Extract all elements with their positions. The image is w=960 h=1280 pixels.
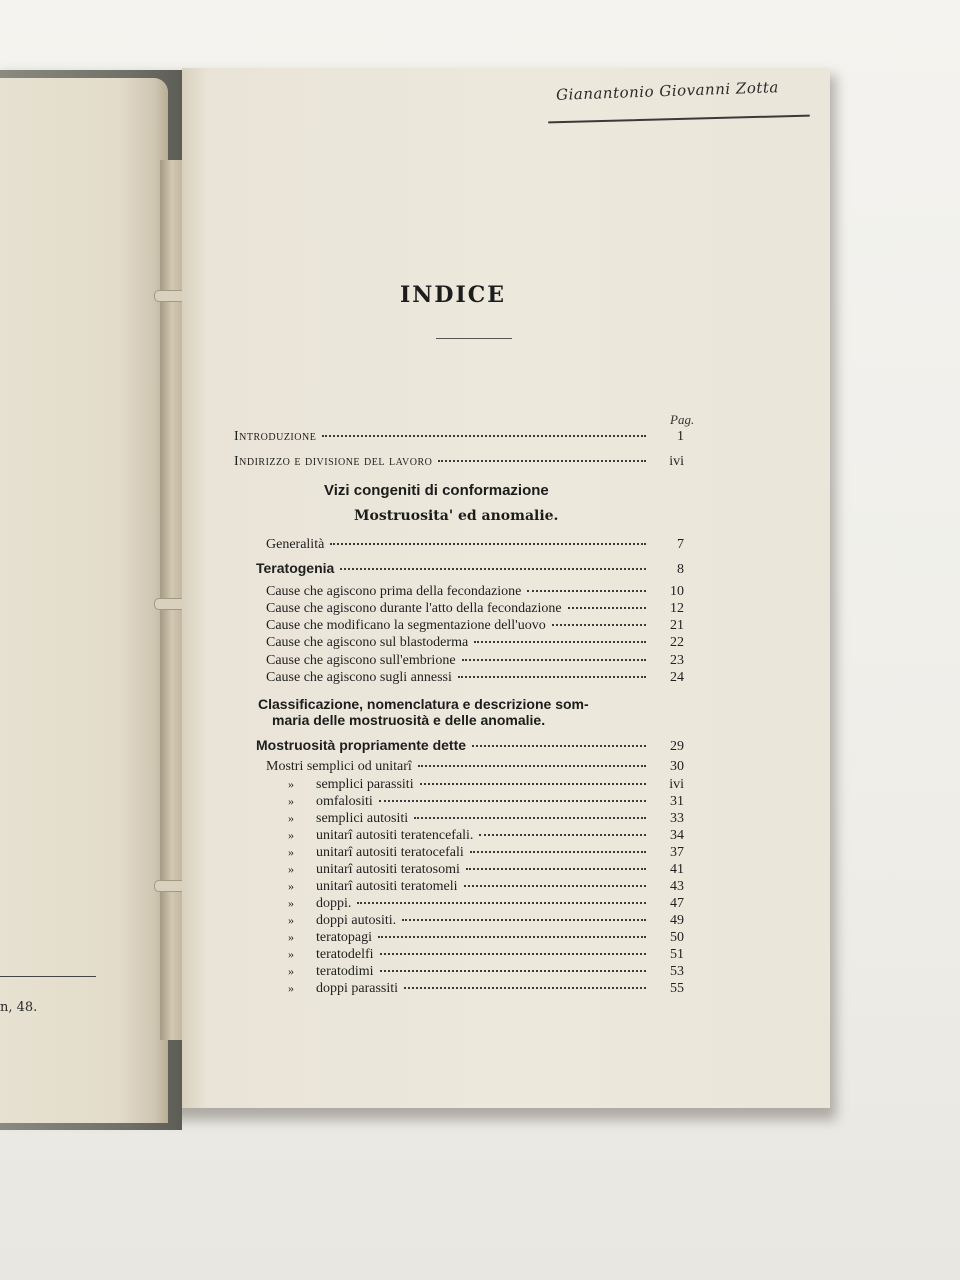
dot-leader (458, 676, 646, 678)
dot-leader (322, 435, 646, 437)
dot-leader (380, 953, 646, 955)
toc-entry (288, 895, 684, 911)
toc-entry (288, 912, 684, 928)
toc-entry-label: Cause che agiscono sull'embrione (266, 653, 456, 668)
toc-entry-label: unitarî autositi teratencefali. (316, 828, 474, 843)
left-page-note: n, 48. (0, 1000, 38, 1015)
toc-entry-label: teratopagi (316, 930, 372, 945)
toc-entry-page: 43 (670, 879, 684, 894)
toc-entry (266, 537, 684, 553)
toc-entry-label: doppi. (316, 896, 352, 911)
dot-leader (464, 885, 646, 887)
ditto-mark: » (288, 794, 294, 808)
toc-entry-page: 41 (670, 862, 684, 877)
dot-leader (414, 817, 646, 819)
toc-entry (288, 946, 684, 962)
toc-entry-page: 49 (670, 913, 684, 928)
toc-entry-label: Cause che agiscono prima della fecondazione (266, 584, 522, 599)
dot-leader (340, 568, 646, 570)
toc-entry-label: semplici parassiti (316, 777, 414, 792)
toc-entry-page: 34 (670, 828, 684, 843)
toc-entry-label: Mostruosità propriamente dette (256, 737, 467, 753)
ditto-mark: » (288, 896, 294, 910)
toc-entry-label: teratodelfi (316, 947, 374, 962)
dot-leader (378, 936, 646, 938)
toc-entry (256, 737, 684, 753)
dot-leader (552, 624, 646, 626)
dot-leader (357, 902, 646, 904)
section-heading: Classificazione, nomenclatura e descrizione som- (258, 696, 589, 712)
toc-entry-page: 30 (670, 759, 684, 774)
toc-entry-label: Indirizzo e divisione del lavoro (234, 454, 433, 469)
page-title: INDICE (400, 282, 507, 308)
toc-entry (288, 878, 684, 894)
toc-entry-page: 55 (670, 981, 684, 996)
toc-entry-page: 12 (670, 601, 684, 616)
toc-entry-page: ivi (669, 454, 684, 469)
toc-entry-label: teratodimi (316, 964, 374, 979)
toc-entry (234, 429, 684, 445)
toc-entry-page: 21 (670, 618, 684, 633)
ditto-mark: » (288, 879, 294, 893)
toc-entry-label: doppi autositi. (316, 913, 397, 928)
toc-entry (256, 560, 684, 576)
ditto-mark: » (288, 930, 294, 944)
toc-entry-label: Teratogenia (256, 560, 335, 576)
toc-entry-label: semplici autositi (316, 811, 409, 826)
toc-entry (266, 653, 684, 669)
toc-entry-label: unitarî autositi teratocefali (316, 845, 464, 860)
section-subheading: Mostruosita' ed anomalie. (354, 508, 559, 524)
toc-entry-page: 51 (670, 947, 684, 962)
ditto-mark: » (288, 964, 294, 978)
dot-leader (474, 641, 646, 643)
dot-leader (438, 460, 646, 462)
dot-leader (527, 590, 646, 592)
dot-leader (466, 868, 646, 870)
toc-entry-label: unitarî autositi teratomeli (316, 879, 458, 894)
ditto-mark: » (288, 811, 294, 825)
dot-leader (420, 783, 646, 785)
dot-leader (472, 745, 646, 747)
dot-leader (479, 834, 646, 836)
dot-leader (380, 970, 646, 972)
toc-entry-page: 31 (670, 794, 684, 809)
toc-entry (288, 980, 684, 996)
toc-entry (288, 963, 684, 979)
toc-entry-page: 8 (677, 562, 684, 577)
toc-entry (266, 635, 684, 651)
dot-leader (402, 919, 646, 921)
toc-entry-label: Introduzione (234, 429, 317, 444)
toc-entry-page: 23 (670, 653, 684, 668)
toc-entry-page: 7 (677, 537, 684, 552)
toc-entry-label: Cause che agiscono durante l'atto della fecondazione (266, 601, 562, 616)
toc-entry-label: Cause che agiscono sugli annessi (266, 670, 452, 685)
ditto-mark: » (288, 862, 294, 876)
dot-leader (462, 659, 646, 661)
ditto-mark: » (288, 828, 294, 842)
toc-entry-label: Cause che modificano la segmentazione dell'uovo (266, 618, 546, 633)
dot-leader (470, 851, 646, 853)
toc-entry (288, 810, 684, 826)
toc-entry (234, 454, 684, 470)
toc-entry (288, 929, 684, 945)
toc-entry (288, 844, 684, 860)
toc-entry-label: Generalità (266, 537, 325, 552)
dot-leader (379, 800, 646, 802)
toc-entry (266, 759, 684, 775)
toc-entry-page: 10 (670, 584, 684, 599)
dot-leader (418, 765, 646, 767)
ditto-mark: » (288, 845, 294, 859)
section-heading: maria delle mostruosità e delle anomalie. (272, 712, 546, 728)
toc-entry-label: omfalositi (316, 794, 373, 809)
toc-entry (288, 776, 684, 792)
toc-entry-label: unitarî autositi teratosomi (316, 862, 460, 877)
toc-entry (288, 861, 684, 877)
handwritten-signature: Gianantonio Giovanni Zotta (555, 78, 780, 104)
toc-entry (266, 670, 684, 686)
toc-entry-page: 47 (670, 896, 684, 911)
dot-leader (330, 543, 646, 545)
toc-entry-page: ivi (669, 777, 684, 792)
ditto-mark: » (288, 981, 294, 995)
toc-entry-page: 33 (670, 811, 684, 826)
toc-entry (288, 827, 684, 843)
page-column-label: Pag. (670, 412, 695, 427)
section-heading: Vizi congeniti di conformazione (324, 482, 549, 499)
ditto-mark: » (288, 947, 294, 961)
ditto-mark: » (288, 777, 294, 791)
toc-entry (266, 618, 684, 634)
toc-entry (266, 601, 684, 617)
toc-entry-page: 50 (670, 930, 684, 945)
toc-entry-page: 53 (670, 964, 684, 979)
toc-entry-page: 1 (677, 429, 684, 444)
toc-entry-label: Mostri semplici od unitarî (266, 759, 412, 774)
toc-entry-page: 29 (670, 739, 684, 754)
toc-entry-page: 37 (670, 845, 684, 860)
toc-entry-label: Cause che agiscono sul blastoderma (266, 635, 469, 650)
dot-leader (568, 607, 646, 609)
toc-entry-label: doppi parassiti (316, 981, 399, 996)
toc-entry-page: 24 (670, 670, 684, 685)
toc-entry-page: 22 (670, 635, 684, 650)
dot-leader (404, 987, 646, 989)
toc-entry (266, 584, 684, 600)
ditto-mark: » (288, 913, 294, 927)
toc-entry (288, 793, 684, 809)
